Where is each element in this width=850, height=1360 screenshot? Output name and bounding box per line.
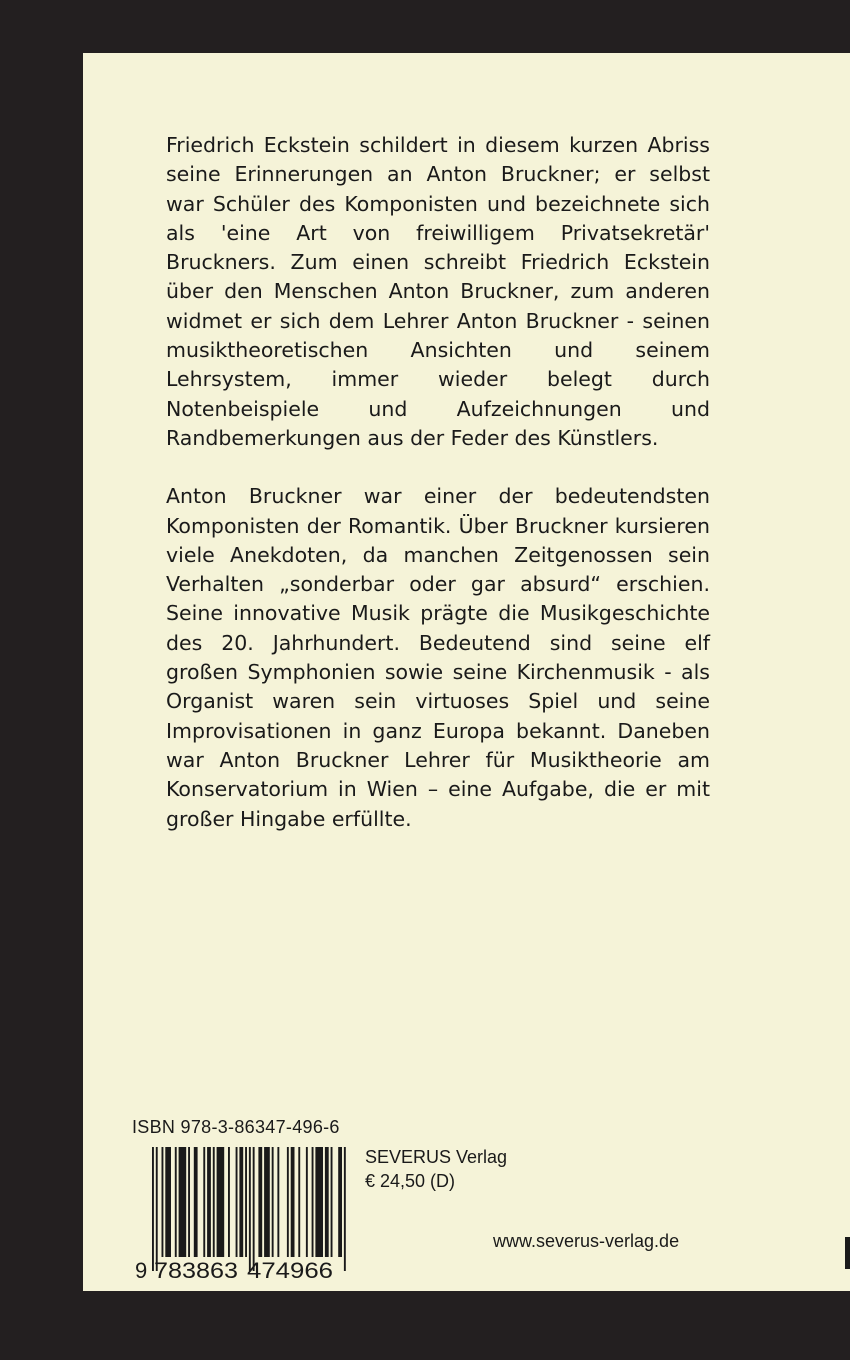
publisher-info <box>365 1145 507 1193</box>
barcode-bar <box>287 1147 289 1257</box>
barcode-bar <box>264 1147 270 1257</box>
barcode-bar <box>179 1147 187 1257</box>
barcode-bar <box>272 1147 274 1257</box>
barcode-bar <box>228 1147 230 1257</box>
blurb-paragraph-2: Anton Bruckner war einer der bedeutendsten Komponisten der Romantik. Über Bruckner kursieren viele Anekdoten, da manchen Zeitgenossen sein Verhalten „sonderbar oder gar absurd“ erschien. Seine innovative Musik prägte die Musikgeschichte des 20. Jahrhundert. Bedeutend sind seine elf großen Symphonien sowie seine Kirchenmusik - als Organist waren sein virtuoses Spiel und seine Improvisationen in ganz Europa bekannt. Daneben war Anton Bruckner Lehrer für Musiktheorie am Konservatorium in Wien – eine Aufgabe, die er mit großer Hingabe erfüllte. <box>166 484 710 831</box>
barcode-bar <box>207 1147 211 1257</box>
barcode-bar <box>213 1147 215 1257</box>
barcode-bar <box>312 1147 314 1257</box>
barcode-bar <box>217 1147 225 1257</box>
barcode-bars <box>152 1147 346 1271</box>
edge-mark <box>845 1237 850 1269</box>
barcode-bar <box>239 1147 243 1257</box>
barcode-bar <box>245 1147 247 1257</box>
barcode-digits-left: 783863 <box>154 1258 238 1283</box>
barcode-bar <box>306 1147 308 1257</box>
barcode-bar <box>253 1147 255 1271</box>
barcode-bar <box>338 1147 342 1257</box>
website-url: www.severus-verlag.de <box>493 1231 680 1251</box>
barcode-bar <box>152 1147 154 1271</box>
book-back-cover <box>83 53 850 1291</box>
price: € 24,50 (D) <box>365 1171 456 1191</box>
barcode-bar <box>325 1147 329 1257</box>
barcode-digits-right: 474966 <box>247 1258 333 1283</box>
barcode-bar <box>315 1147 323 1257</box>
barcode-bar <box>344 1147 346 1271</box>
barcode-bar <box>277 1147 279 1257</box>
barcode-bar <box>203 1147 205 1257</box>
barcode-bar <box>291 1147 295 1257</box>
barcode-digit-first: 9 <box>135 1258 148 1283</box>
barcode-bar <box>298 1147 300 1257</box>
barcode-bar <box>194 1147 198 1257</box>
publisher-name: SEVERUS Verlag <box>365 1147 508 1167</box>
barcode-bar <box>175 1147 177 1257</box>
barcode <box>134 1147 346 1283</box>
barcode-bar <box>249 1147 251 1271</box>
blurb-text <box>166 131 710 834</box>
barcode-bar <box>236 1147 238 1257</box>
barcode-bar <box>165 1147 171 1257</box>
barcode-bar <box>188 1147 190 1257</box>
blurb-paragraph-1: Friedrich Eckstein schildert in diesem kurzen Abriss seine Erinnerungen an Anton Bruckner; er selbst war Schüler des Komponisten und bezeichnete sich als 'eine Art von freiwilligem Privatsekretär' Bruckners. Zum einen schreibt Friedrich Eckstein über den Menschen Anton Bruckner, zum anderen widmet er sich dem Lehrer Anton Bruckner - seinen musiktheoretischen Ansichten und seinem Lehrsystem, immer wieder belegt durch Notenbeispiele und Aufzeichnungen und Randbemerkungen aus der Feder des Künstlers. <box>166 133 710 450</box>
barcode-bar <box>258 1147 262 1257</box>
barcode-bar <box>156 1147 158 1271</box>
barcode-bar <box>331 1147 333 1257</box>
barcode-bar <box>162 1147 164 1257</box>
isbn-label: ISBN 978-3-86347-496-6 <box>132 1117 340 1137</box>
